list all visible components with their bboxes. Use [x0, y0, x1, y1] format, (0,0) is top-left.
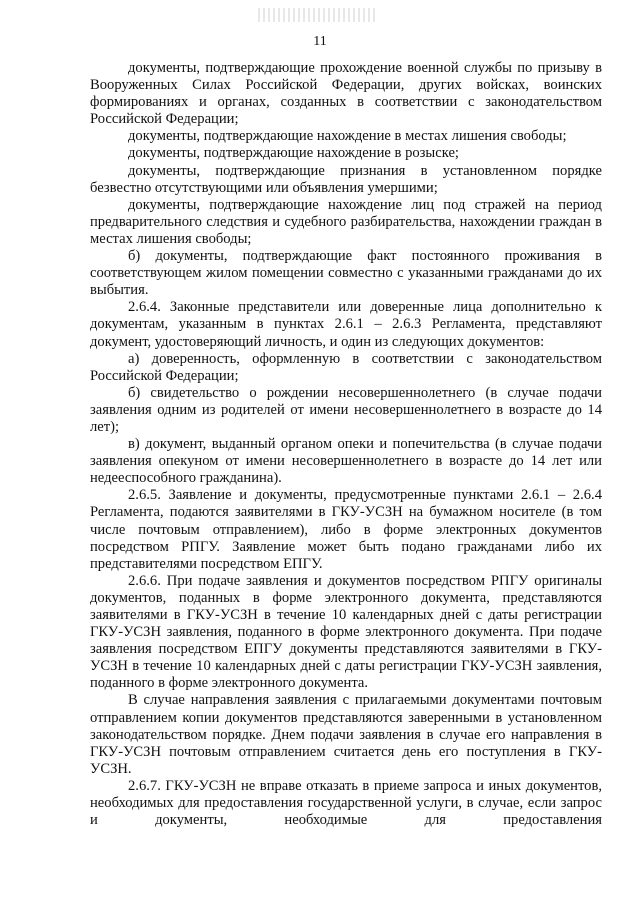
page-number: 11: [313, 34, 327, 49]
document-body: [90, 60, 602, 829]
paragraph: б) свидетельство о рождении несовершеннолетнего (в случае подачи заявления одним из родителей от имени несовершеннолетнего в возрасте до 14 лет);: [90, 384, 602, 435]
paragraph: а) доверенность, оформленную в соответствии с законодательством Российской Федерации;: [90, 350, 602, 384]
paragraph: в) документ, выданный органом опеки и попечительства (в случае подачи заявления опекуном от имени несовершеннолетнего в возрасте до 14 лет или недееспособного гражданина).: [90, 436, 602, 487]
paragraph: 2.6.4. Законные представители или доверенные лица дополнительно к документам, указанным в пунктах 2.6.1 – 2.6.3 Регламента, представляют документ, удостоверяющий личность, и один из следующих документов:: [90, 299, 602, 350]
paragraph: документы, подтверждающие нахождение лиц под стражей на период предварительного следствия и судебного разбирательства, нахождении граждан в местах лишения свободы;: [90, 196, 602, 247]
paragraph: В случае направления заявления с прилагаемыми документами почтовым отправлением копии документов представляются заверенными в установленном законодательством порядке. Днем подачи заявления в случае его направления в ГКУ-УСЗН почтовым отправлением считается день его поступления в ГКУ-УСЗН.: [90, 692, 602, 777]
paragraph: документы, подтверждающие нахождение в местах лишения свободы;: [128, 128, 567, 145]
paragraph: 2.6.5. Заявление и документы, предусмотренные пунктами 2.6.1 – 2.6.4 Регламента, подаются заявителями в ГКУ-УСЗН на бумажном носителе (в том числе почтовым отправлением), либо в форме электронных документов посредством РПГУ. Заявление может быть подано гражданами либо их представителями посредством ЕПГУ.: [90, 487, 602, 572]
scan-artifact: [258, 8, 378, 22]
paragraph: б) документы, подтверждающие факт постоянного проживания в соответствующем жилом помещении совместно с указанными гражданами до их выбытия.: [90, 248, 602, 299]
paragraph: документы, подтверждающие прохождение военной службы по призыву в Вооруженных Силах Российской Федерации, других войсках, воинских формированиях и органах, созданных в соответствии с законодательством Российской Федерации;: [90, 60, 602, 128]
paragraph: документы, подтверждающие признания в установленном порядке безвестно отсутствующими или объявления умершими;: [90, 162, 602, 196]
paragraph: документы, подтверждающие нахождение в розыске;: [128, 145, 459, 162]
paragraph: 2.6.7. ГКУ-УСЗН не вправе отказать в приеме запроса и иных документов, необходимых для предоставления государственной услуги, в случае, если запрос и документы, необходимые для предоставления: [90, 777, 602, 829]
paragraph: 2.6.6. При подаче заявления и документов посредством РПГУ оригиналы документов, поданных в форме электронного документа, представляются заявителями в ГКУ-УСЗН в течение 10 календарных дней с даты регистрации ГКУ-УСЗН заявления, поданного в форме электронного документа. При подаче заявления посредством ЕПГУ документы представляются заявителями в ГКУ-УСЗН в течение 10 календарных дней с даты регистрации ГКУ-УСЗН заявления, поданного в форме электронного документа.: [90, 572, 602, 692]
